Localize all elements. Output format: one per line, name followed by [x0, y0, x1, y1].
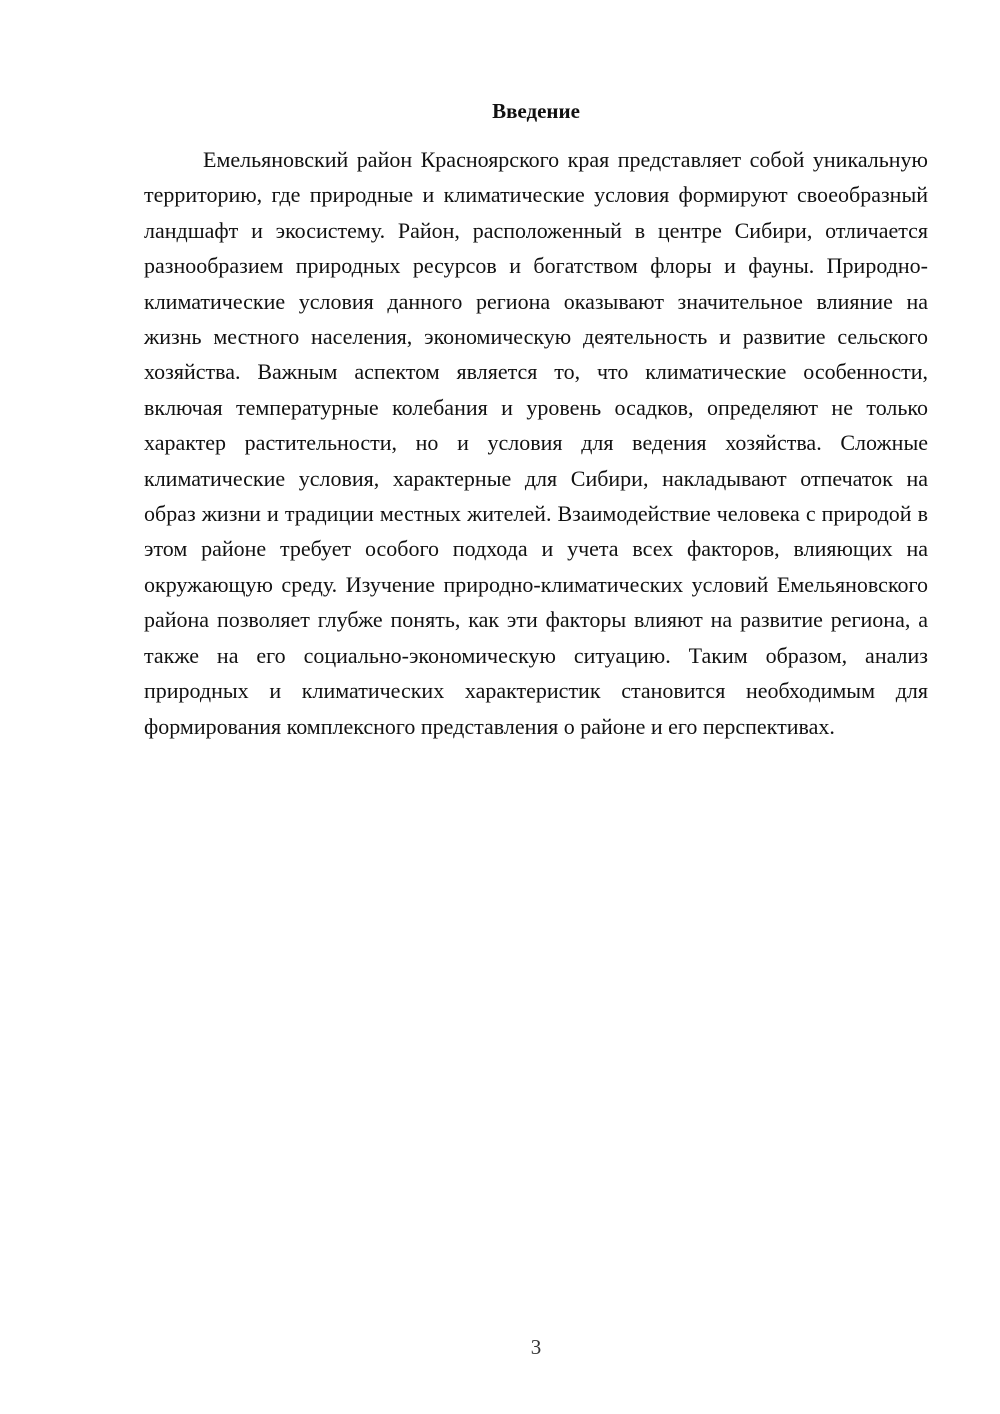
section-title: Введение: [492, 99, 580, 123]
page-number: 3: [530, 1335, 542, 1359]
introduction-paragraph: Емельяновский район Красноярского края представляет собой уникальную территорию, где природные и климатические условия формируют своеобразный ландшафт и экосистему. Район, расположенный в центре Сибири, отличается разнообразием природных ресурсов и богатством флоры и фауны. Природно-климатические условия данного региона оказывают значительное влияние на жизнь местного населения, экономическую деятельность и развитие сельского хозяйства. Важным аспектом является то, что климатические особенности, включая температурные колебания и уровень осадков, определяют не только характер растительности, но и условия для ведения хозяйства. Сложные климатические условия, характерные для Сибири, накладывают отпечаток на образ жизни и традиции местных жителей. Взаимодействие человека с природой в этом районе требует особого подхода и учета всех факторов, влияющих на окружающую среду. Изучение природно-климатических условий Емельяновского района позволяет глубже понять, как эти факторы влияют на развитие региона, а также на его социально-экономическую ситуацию. Таким образом, анализ природных и климатических характеристик становится необходимым для формирования комплексного представления о районе и его перспективах.: [144, 147, 928, 739]
